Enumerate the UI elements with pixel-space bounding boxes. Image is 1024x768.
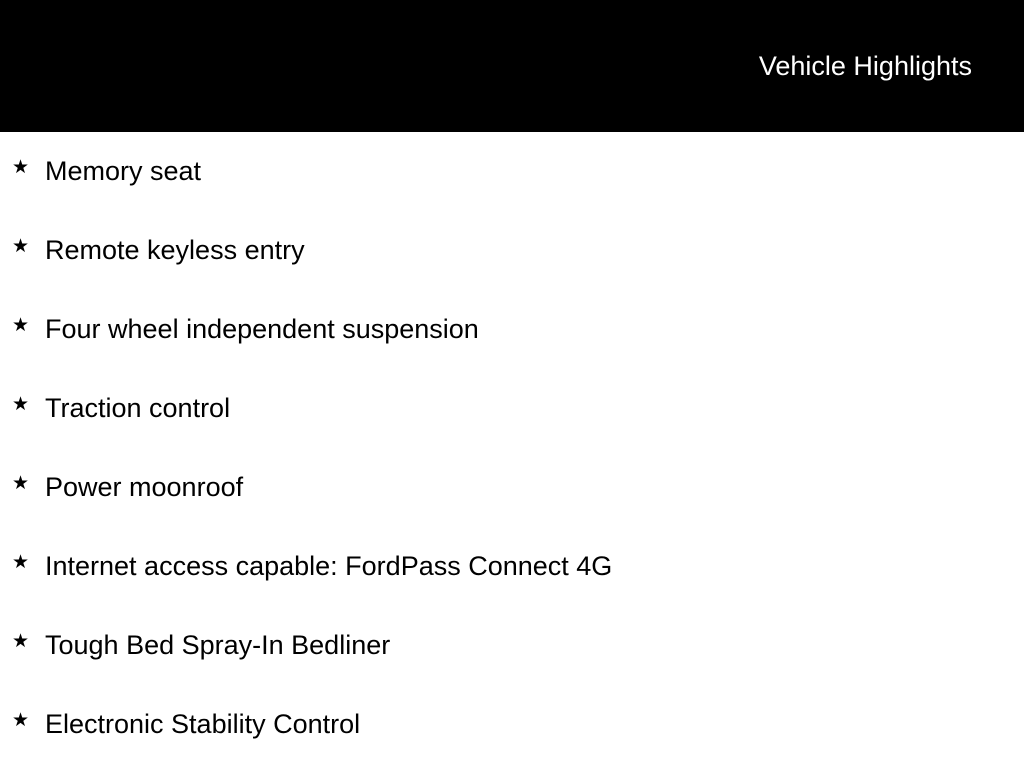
star-icon: ★ — [12, 552, 30, 573]
list-item — [0, 132, 1024, 211]
highlight-label: Four wheel independent suspension — [45, 314, 479, 344]
star-icon: ★ — [12, 473, 30, 494]
highlight-label: Remote keyless entry — [45, 235, 305, 265]
list-item — [0, 606, 1024, 685]
star-icon: ★ — [12, 236, 30, 257]
list-item — [0, 448, 1024, 527]
list-item — [0, 685, 1024, 764]
highlight-label: Power moonroof — [45, 472, 244, 502]
star-icon: ★ — [12, 157, 30, 178]
highlights-list — [0, 132, 1024, 764]
highlight-label: Memory seat — [45, 156, 202, 186]
highlight-label: Internet access capable: FordPass Connect 4G — [45, 551, 613, 581]
star-icon: ★ — [12, 315, 30, 336]
list-item — [0, 527, 1024, 606]
highlight-label: Tough Bed Spray-In Bedliner — [45, 630, 391, 660]
header-bar — [0, 0, 1024, 132]
list-item — [0, 290, 1024, 369]
page-title: Vehicle Highlights — [758, 51, 972, 81]
highlight-label: Electronic Stability Control — [45, 709, 361, 739]
star-icon: ★ — [12, 394, 30, 415]
list-item — [0, 211, 1024, 290]
list-item — [0, 369, 1024, 448]
star-icon: ★ — [12, 710, 30, 731]
highlight-label: Traction control — [45, 393, 231, 423]
star-icon: ★ — [12, 631, 30, 652]
